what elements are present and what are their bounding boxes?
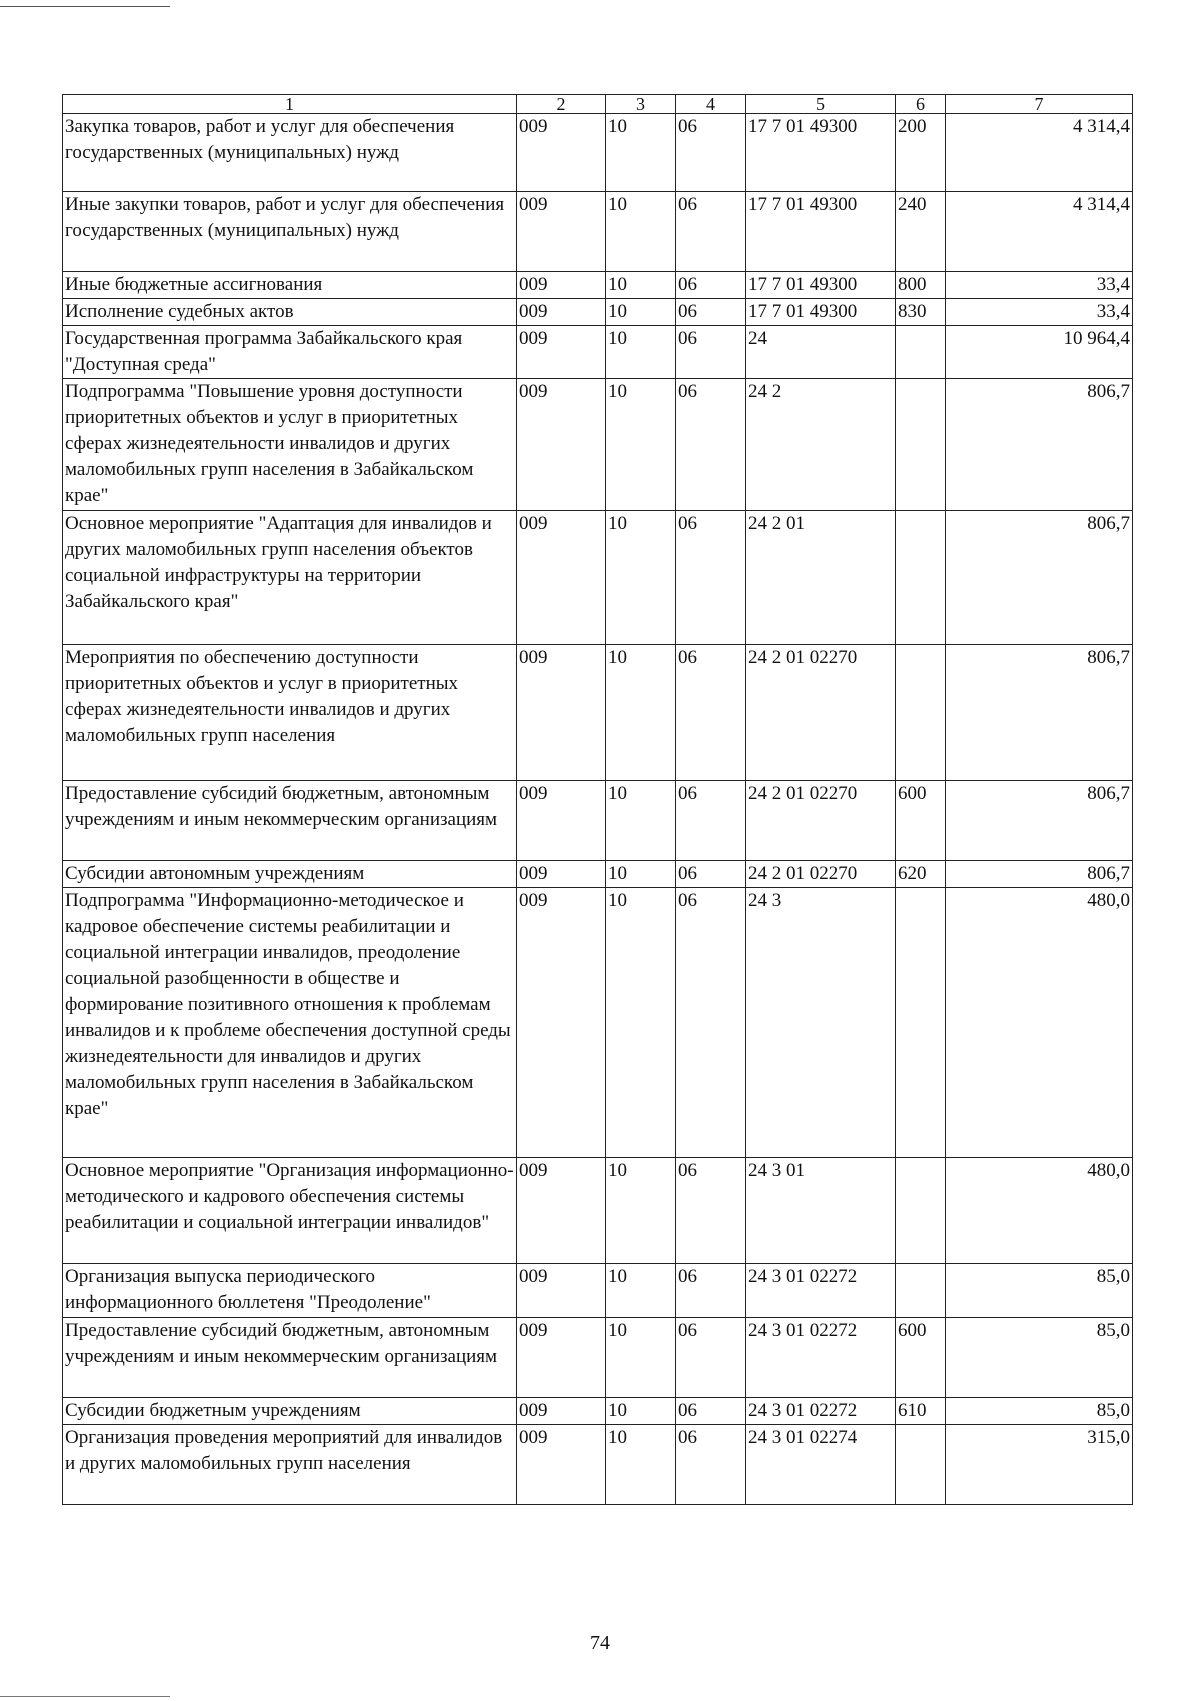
table-row <box>63 1398 1133 1425</box>
column-header: 6 <box>896 95 946 114</box>
row-name: Подпрограмма "Информационно-методическое и кадровое обеспечение системы реабилитации и социальной интеграции инвалидов, преодоление социальной разобщенности в обществе и формирование позитивного отношения к проблемам инвалидов и к проблеме обеспечения доступной среды жизнедеятельности для инвалидов и других маломобильных групп населения в Забайкальском крае" <box>63 888 517 1158</box>
row-name: Подпрограмма "Повышение уровня доступности приоритетных объектов и услуг в приоритетных сферах жизнедеятельности инвалидов и других маломобильных групп населения в Забайкальском крае" <box>63 379 517 511</box>
table-row <box>63 888 1133 1158</box>
row-target-article: 17 7 01 49300 <box>746 272 896 299</box>
row-amount: 806,7 <box>946 781 1133 861</box>
row-target-article: 24 2 <box>746 379 896 511</box>
row-section-code: 10 <box>606 888 676 1158</box>
row-ministry-code: 009 <box>517 1318 606 1398</box>
row-target-article: 24 2 01 02270 <box>746 781 896 861</box>
row-expense-type <box>896 1425 946 1505</box>
table-row <box>63 299 1133 326</box>
budget-table <box>62 94 1133 1505</box>
row-expense-type: 800 <box>896 272 946 299</box>
row-amount: 480,0 <box>946 1158 1133 1264</box>
row-target-article: 24 <box>746 326 896 379</box>
row-amount: 480,0 <box>946 888 1133 1158</box>
row-subsection-code: 06 <box>676 781 746 861</box>
row-target-article: 24 2 01 <box>746 511 896 645</box>
row-subsection-code: 06 <box>676 1398 746 1425</box>
table-row <box>63 379 1133 511</box>
row-name: Предоставление субсидий бюджетным, автономным учреждениям и иным некоммерческим организациям <box>63 1318 517 1398</box>
table-row <box>63 781 1133 861</box>
row-expense-type <box>896 379 946 511</box>
row-section-code: 10 <box>606 1158 676 1264</box>
row-target-article: 24 3 <box>746 888 896 1158</box>
row-expense-type: 620 <box>896 861 946 888</box>
row-ministry-code: 009 <box>517 1398 606 1425</box>
row-subsection-code: 06 <box>676 1425 746 1505</box>
row-subsection-code: 06 <box>676 888 746 1158</box>
row-amount: 806,7 <box>946 645 1133 781</box>
row-name: Иные закупки товаров, работ и услуг для обеспечения государственных (муниципальных) нужд <box>63 192 517 272</box>
row-target-article: 17 7 01 49300 <box>746 192 896 272</box>
row-ministry-code: 009 <box>517 861 606 888</box>
row-ministry-code: 009 <box>517 272 606 299</box>
row-amount: 85,0 <box>946 1318 1133 1398</box>
row-expense-type: 610 <box>896 1398 946 1425</box>
table-row <box>63 192 1133 272</box>
table-row <box>63 1425 1133 1505</box>
column-number-row <box>63 95 1133 114</box>
table-row <box>63 114 1133 192</box>
scan-artifact-line <box>0 1696 170 1697</box>
row-section-code: 10 <box>606 1264 676 1318</box>
table-row <box>63 645 1133 781</box>
row-name: Исполнение судебных актов <box>63 299 517 326</box>
row-name: Субсидии бюджетным учреждениям <box>63 1398 517 1425</box>
row-section-code: 10 <box>606 272 676 299</box>
row-name: Предоставление субсидий бюджетным, автономным учреждениям и иным некоммерческим организациям <box>63 781 517 861</box>
row-amount: 4 314,4 <box>946 114 1133 192</box>
row-amount: 85,0 <box>946 1264 1133 1318</box>
row-name: Основное мероприятие "Адаптация для инвалидов и других маломобильных групп населения объектов социальной инфраструктуры на территории Забайкальского края" <box>63 511 517 645</box>
table-row <box>63 511 1133 645</box>
row-name: Иные бюджетные ассигнования <box>63 272 517 299</box>
row-expense-type: 600 <box>896 781 946 861</box>
row-amount: 4 314,4 <box>946 192 1133 272</box>
table-row <box>63 1158 1133 1264</box>
table-row <box>63 326 1133 379</box>
table-row <box>63 861 1133 888</box>
row-expense-type <box>896 326 946 379</box>
row-section-code: 10 <box>606 114 676 192</box>
row-expense-type <box>896 888 946 1158</box>
row-subsection-code: 06 <box>676 645 746 781</box>
row-name: Субсидии автономным учреждениям <box>63 861 517 888</box>
row-target-article: 24 3 01 02274 <box>746 1425 896 1505</box>
row-expense-type: 830 <box>896 299 946 326</box>
row-ministry-code: 009 <box>517 379 606 511</box>
row-subsection-code: 06 <box>676 326 746 379</box>
row-section-code: 10 <box>606 379 676 511</box>
row-amount: 315,0 <box>946 1425 1133 1505</box>
page-number: 74 <box>590 1632 610 1654</box>
row-section-code: 10 <box>606 781 676 861</box>
row-expense-type <box>896 1264 946 1318</box>
row-ministry-code: 009 <box>517 1425 606 1505</box>
row-name: Закупка товаров, работ и услуг для обеспечения государственных (муниципальных) нужд <box>63 114 517 192</box>
table-row <box>63 1264 1133 1318</box>
row-subsection-code: 06 <box>676 861 746 888</box>
row-subsection-code: 06 <box>676 1264 746 1318</box>
row-ministry-code: 009 <box>517 888 606 1158</box>
row-section-code: 10 <box>606 1425 676 1505</box>
row-subsection-code: 06 <box>676 114 746 192</box>
row-ministry-code: 009 <box>517 511 606 645</box>
row-name: Основное мероприятие "Организация информационно-методического и кадрового обеспечения системы реабилитации и социальной интеграции инвалидов" <box>63 1158 517 1264</box>
row-amount: 33,4 <box>946 299 1133 326</box>
row-amount: 806,7 <box>946 861 1133 888</box>
row-target-article: 17 7 01 49300 <box>746 299 896 326</box>
row-section-code: 10 <box>606 192 676 272</box>
row-ministry-code: 009 <box>517 326 606 379</box>
row-target-article: 24 2 01 02270 <box>746 861 896 888</box>
row-subsection-code: 06 <box>676 192 746 272</box>
row-section-code: 10 <box>606 1318 676 1398</box>
row-ministry-code: 009 <box>517 1264 606 1318</box>
row-section-code: 10 <box>606 511 676 645</box>
row-subsection-code: 06 <box>676 379 746 511</box>
row-amount: 85,0 <box>946 1398 1133 1425</box>
row-expense-type: 600 <box>896 1318 946 1398</box>
row-expense-type: 240 <box>896 192 946 272</box>
row-section-code: 10 <box>606 1398 676 1425</box>
row-ministry-code: 009 <box>517 645 606 781</box>
row-ministry-code: 009 <box>517 299 606 326</box>
row-subsection-code: 06 <box>676 299 746 326</box>
row-section-code: 10 <box>606 326 676 379</box>
row-target-article: 24 3 01 02272 <box>746 1398 896 1425</box>
row-name: Мероприятия по обеспечению доступности приоритетных объектов и услуг в приоритетных сферах жизнедеятельности инвалидов и других маломобильных групп населения <box>63 645 517 781</box>
row-name: Организация проведения мероприятий для инвалидов и других маломобильных групп населения <box>63 1425 517 1505</box>
row-expense-type <box>896 511 946 645</box>
row-ministry-code: 009 <box>517 192 606 272</box>
column-header: 7 <box>946 95 1133 114</box>
row-section-code: 10 <box>606 861 676 888</box>
row-name: Государственная программа Забайкальского края "Доступная среда" <box>63 326 517 379</box>
scan-artifact-line <box>0 6 170 7</box>
row-target-article: 24 3 01 02272 <box>746 1264 896 1318</box>
row-subsection-code: 06 <box>676 272 746 299</box>
row-subsection-code: 06 <box>676 1318 746 1398</box>
row-subsection-code: 06 <box>676 511 746 645</box>
row-ministry-code: 009 <box>517 114 606 192</box>
table-row <box>63 1318 1133 1398</box>
row-expense-type <box>896 645 946 781</box>
column-header: 3 <box>606 95 676 114</box>
row-ministry-code: 009 <box>517 781 606 861</box>
row-expense-type: 200 <box>896 114 946 192</box>
row-section-code: 10 <box>606 299 676 326</box>
row-target-article: 24 3 01 02272 <box>746 1318 896 1398</box>
row-section-code: 10 <box>606 645 676 781</box>
column-header: 4 <box>676 95 746 114</box>
row-target-article: 24 3 01 <box>746 1158 896 1264</box>
table-row <box>63 272 1133 299</box>
row-target-article: 17 7 01 49300 <box>746 114 896 192</box>
row-ministry-code: 009 <box>517 1158 606 1264</box>
row-expense-type <box>896 1158 946 1264</box>
row-name: Организация выпуска периодического информационного бюллетеня "Преодоление" <box>63 1264 517 1318</box>
column-header: 5 <box>746 95 896 114</box>
row-amount: 806,7 <box>946 511 1133 645</box>
row-subsection-code: 06 <box>676 1158 746 1264</box>
column-header: 2 <box>517 95 606 114</box>
row-target-article: 24 2 01 02270 <box>746 645 896 781</box>
column-header: 1 <box>63 95 517 114</box>
row-amount: 10 964,4 <box>946 326 1133 379</box>
row-amount: 806,7 <box>946 379 1133 511</box>
row-amount: 33,4 <box>946 272 1133 299</box>
